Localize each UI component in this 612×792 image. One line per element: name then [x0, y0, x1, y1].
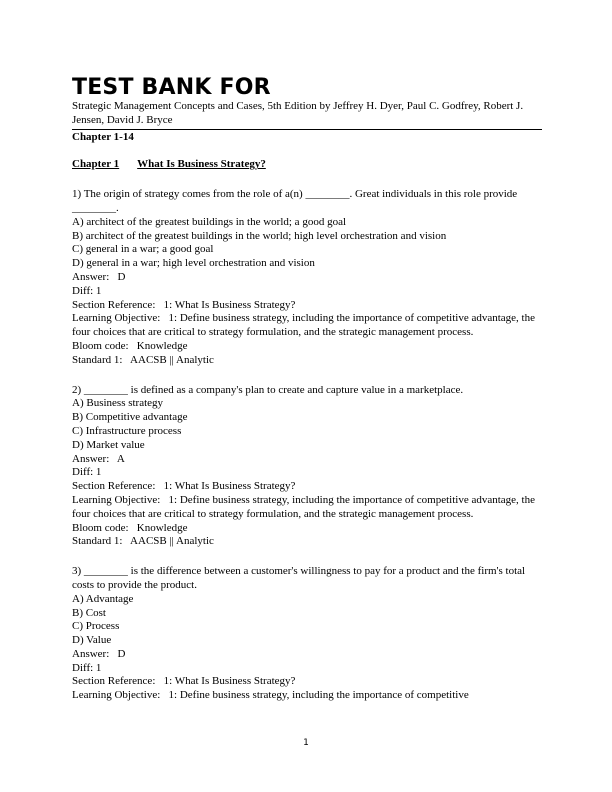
option-b: B) architect of the greatest buildings in the world; high level orchestration and vision	[72, 229, 447, 242]
document-page	[72, 76, 542, 703]
question-stem: 1) The origin of strategy comes from the role of a(n) ________. Great individuals in this role provide ________.	[72, 188, 518, 214]
difficulty: Diff: 1	[72, 661, 102, 674]
question-stem: 2) ________ is defined as a company's plan to create and capture value in a marketplace.	[72, 383, 464, 396]
answer: Answer: D	[72, 647, 126, 660]
book-subtitle: Strategic Management Concepts and Cases, 5th Edition by Jeffrey H. Dyer, Paul C. Godfrey, Robert J. Jensen, David J. Bryce	[72, 100, 524, 126]
option-a: A) architect of the greatest buildings in the world; a good goal	[72, 215, 347, 228]
page-number: 1	[303, 738, 309, 748]
option-d: D) general in a war; high level orchestration and vision	[72, 257, 315, 270]
option-a: A) Business strategy	[72, 397, 164, 410]
chapter-range: Chapter 1-14	[72, 130, 134, 143]
option-c: C) general in a war; a good goal	[72, 243, 214, 256]
bloom-code: Bloom code: Knowledge	[72, 521, 188, 534]
chapter-number: Chapter 1	[72, 158, 120, 171]
standard: Standard 1: AACSB || Analytic	[72, 353, 214, 366]
bloom-code: Bloom code: Knowledge	[72, 339, 188, 352]
document-title: TEST BANK FOR	[72, 75, 271, 100]
option-b: B) Cost	[72, 606, 106, 619]
learning-objective: Learning Objective: 1: Define business strategy, including the importance of competitive advantage, the four choices that are critical to strategy formulation, and the strategic management process.	[72, 493, 538, 520]
header-rule	[72, 129, 542, 130]
option-c: C) Infrastructure process	[72, 424, 182, 437]
difficulty: Diff: 1	[72, 466, 102, 479]
question-3	[72, 565, 542, 703]
standard: Standard 1: AACSB || Analytic	[72, 535, 214, 548]
section-reference: Section Reference: 1: What Is Business Strategy?	[72, 298, 296, 311]
chapter-heading	[72, 158, 542, 172]
answer: Answer: D	[72, 270, 126, 283]
answer: Answer: A	[72, 452, 125, 465]
question-1	[72, 188, 542, 367]
section-reference: Section Reference: 1: What Is Business Strategy?	[72, 480, 296, 493]
section-reference: Section Reference: 1: What Is Business Strategy?	[72, 675, 296, 688]
option-d: D) Value	[72, 634, 112, 647]
question-stem: 3) ________ is the difference between a customer's willingness to pay for a product and the firm's total costs to provide the product.	[72, 565, 526, 591]
learning-objective: Learning Objective: 1: Define business strategy, including the importance of competitive	[72, 689, 469, 702]
learning-objective: Learning Objective: 1: Define business strategy, including the importance of competitive advantage, the four choices that are critical to strategy formulation, and the strategic management process.	[72, 312, 538, 339]
option-b: B) Competitive advantage	[72, 411, 188, 424]
difficulty: Diff: 1	[72, 284, 102, 297]
chapter-title: What Is Business Strategy?	[137, 158, 266, 171]
question-2	[72, 384, 542, 550]
option-d: D) Market value	[72, 438, 145, 451]
option-c: C) Process	[72, 620, 120, 633]
option-a: A) Advantage	[72, 592, 134, 605]
